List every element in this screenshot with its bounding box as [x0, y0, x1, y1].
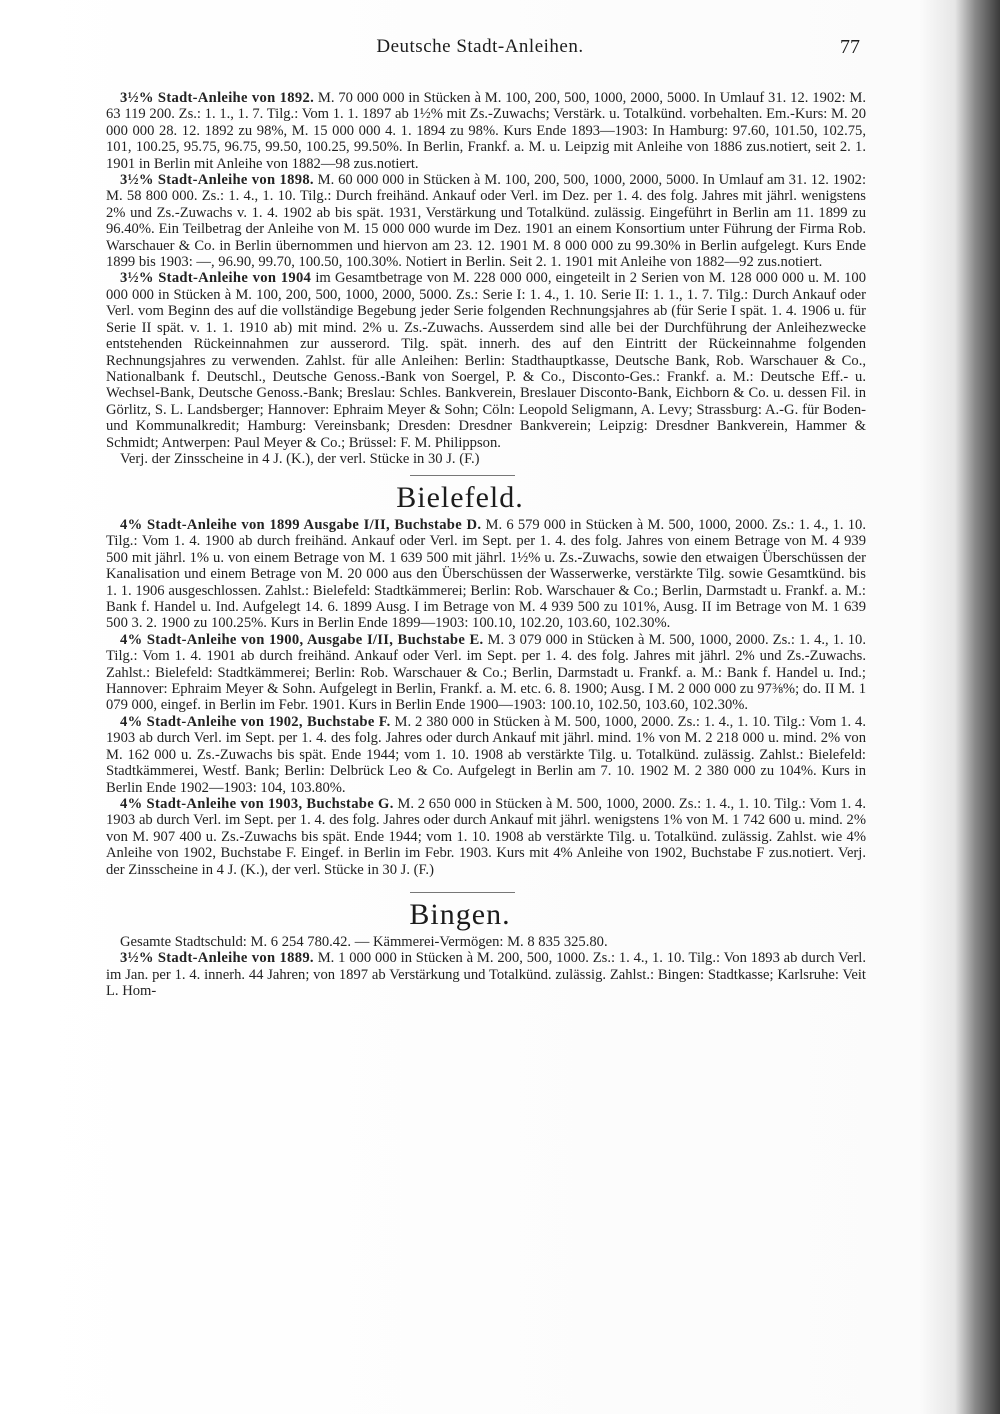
section-bielefeld — [106, 517, 866, 878]
bond-heading: 4% Stadt-Anleihe von 1900, Ausgabe I/II, Buchstabe E. — [120, 631, 484, 648]
bond-heading: 4% Stadt-Anleihe von 1903, Buchstabe G. — [120, 795, 394, 812]
summary-line — [106, 934, 866, 950]
bond-text: im Gesamtbetrage von M. 228 000 000, eingeteilt in 2 Serien von M. 128 000 000 u. M. 100 000 000 in Stücken à M. 100, 200, 500, 1000, 2000, 5000. Zs.: Serie I: 1. 4., 1. 10. Serie II: 1. 1., 1. 7. Tilg.: Durch Ankauf oder Verl. vom Beginn des auf die vollständige Begebung jeder Serie folgenden Rechnungsjahres ab (für Serie I spät. 1. 4. 1906 u. für Serie II spät. v. 1. 1. 1910 ab) mit mind. 2% u. Zs.-Zuwachs. Ausserdem sind alle bei der Durchführung der Anleihezwecke entstehenden Rückeinnahmen zur ausserord. Tilg. spät. innerh. des auf den Eintritt der Rückeinnahme folgenden Rechnungsjahres zu verwenden. Zahlst. für alle Anleihen: Berlin: Stadthauptkasse, Deutsche Bank, Rob. Warschauer & Co., Nationalbank f. Deutschl., Deutsche Genoss.-Bank von Soergel, P. & Co., Disconto-Ges.: Frankf. a. M.: Deutsche Eff.- u. Wechsel-Bank, Deutsche Genoss.-Bank; Breslau: Schles. Bankverein, Breslauer Disconto-Bank, Eichborn & Co. u. dessen Fil. in Görlitz, S. L. Landsberger; Hannover: Ephraim Meyer & Sohn; Cöln: Leopold Seligmann, A. Levy; Strassburg: A.-G. für Boden- und Kommunalkredit; Hamburg: Vereinsbank; Dresden: Dresdner Bankverein; Leipzig: Dresdner Bankverein, Hammer & Schmidt; Antwerpen: Paul Meyer & Co.; Brüssel: F. M. Philippson. — [106, 270, 866, 451]
bond-heading: 3½% Stadt-Anleihe von 1904 — [120, 270, 312, 287]
bond-paragraph — [106, 714, 866, 796]
bond-text: M. 2 380 000 in Stücken à M. 500, 1000, 2000. Zs.: 1. 4., 1. 10. Tilg.: Vom 1. 4. 1903 ab durch Verl. im Sept. per 1. 4. des folg. Jahres oder durch Ankauf mit jährl. mind. 1% von M. 2 218 000 u. mind. 2% von M. 162 000 u. Zs.-Zuwachs bis spät. Ende 1944; vom 1. 10. 1908 ab verstärkte Tilg. u. Totalkünd. zulässig. Zahlst.: Bielefeld: Stadtkämmerei, Westf. Bank; Berlin: Delbrück Leo & Co. Aufgelegt in Berlin am 7. 10. 1902 M. 2 380 000 zu 104%. Kurs in Berlin Ende 1902—1903: 104, 103.80%. — [106, 713, 866, 796]
bond-text: M. 70 000 000 in Stücken à M. 100, 200, 500, 1000, 2000, 5000. In Umlauf 31. 12. 1902: M. 63 119 200. Zs.: 1. 1., 1. 7. Tilg.: Vom 1. 1. 1897 ab 1½% mit Zs.-Zuwachs; Verstärk. u. Totalkünd. vorbehalten. Em.-Kurs: M. 20 000 000 28. 12. 1892 zu 98%, M. 15 000 000 4. 1. 1894 zu 98%. Kurs Ende 1893—1903: In Hamburg: 97.60, 101.50, 102.75, 101, 100.25, 95.75, 96.75, 99.50, 100.25, 99.50%. In Berlin, Frankf. a. M. u. Leipzig mit Anleihe von 1886 zus.notiert, seit 2. 1. 1901 in Berlin mit Anleihe von 1882—98 zus.notiert. — [106, 90, 867, 172]
bond-heading: 4% Stadt-Anleihe von 1902, Buchstabe F. — [120, 713, 391, 730]
bond-text: M. 6 579 000 in Stücken à M. 500, 1000, 2000. Zs.: 1. 4., 1. 10. Tilg.: Vom 1. 4. 1900 ab durch freihänd. Ankauf oder Verl. im Sept. per 1. 4. des folg. Jahres von einem Betrage von M. 4 939 500 mit jährl. 1% u. von einem Betrage von M. 1 639 500 mit jährl. 1½% u. Zs.-Zuwachs, sowie den etwaigen Überschüssen der Kanalisation und einem Betrage von M. 20 000 aus den Überschüssen der Wasserwerke, verstärkte Tilg. sowie Gesamtkünd. bis 1. 1. 1906 ausgeschlossen. Zahlst.: Bielefeld: Stadtkämmerei; Berlin: Rob. Warschauer & Co.; Berlin, Darmstadt u. Frankf. a. M.: Bank f. Handel u. Ind. Aufgelegt 14. 6. 1899 Ausg. I im Betrage von M. 4 939 500 zu 101%, Ausg. II im Betrage von M. 1 639 500 3. 2. 1900 zu 100.25%. Kurs in Berlin Ende 1899—1903: 100.10, 102.20, 103.60, 102.30%. — [106, 517, 866, 632]
bond-paragraph — [106, 451, 866, 467]
bond-paragraph — [106, 632, 866, 714]
running-title: Deutsche Stadt-Anleihen. — [376, 36, 584, 57]
bond-heading: 3½% Stadt-Anleihe von 1889. — [120, 950, 314, 967]
bond-text: M. 2 650 000 in Stücken à M. 500, 1000, 2000. Zs.: 1. 4., 1. 10. Tilg.: Vom 1. 4. 1903 ab durch Verl. im Sept. per 1. 4. des folg. Jahres oder durch Ankauf mit jährl. wenigstens 1% von M. 1 742 600 u. mind. 2% von M. 907 400 u. Zs.-Zuwachs bis spät. Ende 1944; vom 1. 10. 1908 ab verstärkte Tilg. u. Totalkünd. zulässig. Zahlst. wie 4% Anleihe von 1902, Buchstabe F. Eingef. in Berlin im Febr. 1903. Kurs mit 4% Anleihe von 1902, Buchstabe F zus.notiert. Verj. der Zinsscheine in 4 J. (K.), der verl. Stücke in 30 J. (F.) — [106, 795, 866, 878]
bond-text: Verj. der Zinsscheine in 4 J. (K.), der verl. Stücke in 30 J. (F.) — [120, 450, 480, 467]
city-heading-bingen: Bingen. — [409, 898, 511, 931]
bond-text: M. 60 000 000 in Stücken à M. 100, 200, 500, 1000, 2000, 5000. In Umlauf am 31. 12. 1902: M. 58 800 000. Zs.: 1. 4., 1. 10. Tilg.: Durch freihänd. Ankauf oder Verl. im Dez. per 1. 4. des folg. Jahres mit jährl. wenigstens 2% und Zs.-Zuwachs v. 1. 4. 1902 ab bis spät. 1931, Verstärkung und Totalkünd. zulässig. Eingeführt in Berlin am 11. 1899 zu 96.40%. Ein Teilbetrag der Anleihe von M. 15 000 000 wurde im Dez. 1901 an einem Konsortium unter Führung der Firma Rob. Warschauer & Co. in Berlin übernommen und hiervon am 23. 12. 1901 M. 8 000 000 zu 99.30% in Berlin aufgelegt. Kurs Ende 1899 bis 1903: —, 96.90, 99.70, 100.50, 100.30%. Notiert in Berlin. Seit 2. 1. 1901 mit Anleihe von 1882—92 zus.notiert. — [106, 172, 867, 271]
city-heading-bielefeld: Bielefeld. — [396, 481, 524, 514]
page-number: 77 — [840, 36, 860, 58]
bond-paragraph — [106, 172, 866, 270]
section-bingen — [106, 934, 866, 1000]
bond-text: M. 1 000 000 in Stücken à M. 200, 500, 1000. Zs.: 1. 4., 1. 10. Tilg.: Von 1893 ab durch Verl. im Jan. per 1. 4. innerh. 44 Jahren; von 1897 ab Verstärkung und Totalkünd. zulässig. Zahlst.: Bingen: Stadtkasse; Karlsruhe: Veit L. Hom- — [106, 950, 867, 1000]
page-header — [100, 36, 860, 64]
bond-paragraph — [106, 950, 866, 999]
section-divider — [410, 475, 515, 476]
bond-paragraph — [106, 270, 866, 450]
bond-heading: 3½% Stadt-Anleihe von 1892. — [120, 90, 315, 106]
bond-paragraph — [106, 517, 866, 632]
section-cologne-continued — [106, 90, 866, 467]
bond-text: Gesamte Stadtschuld: M. 6 254 780.42. — Kämmerei-Vermögen: M. 8 835 325.80. — [120, 934, 608, 950]
bond-paragraph — [106, 90, 866, 172]
section-divider — [410, 892, 515, 893]
bond-text: M. 3 079 000 in Stücken à M. 500, 1000, 2000. Zs.: 1. 4., 1. 10. Tilg.: Vom 1. 4. 1901 ab durch freihänd. Ankauf oder Verl. im Sept. per 1. 4. des folg. Jahres mit jährl. 2% und Zs.-Zuwachs. Zahlst.: Bielefeld: Stadtkämmerei; Berlin: Rob. Warschauer & Co.; Berlin, Darmstadt u. Frankf. a. M.: Bank f. Handel u. Ind.; Hannover: Ephraim Meyer & Sohn. Aufgelegt in Berlin, Frankf. a. M. etc. 6. 8. 1900; Ausg. I M. 2 000 000 zu 97⅜%; do. II M. 1 079 000, eingef. in Berlin im Febr. 1901. Kurs in Berlin Ende 1900—1903: 100.10, 102.50, 103.60, 102.30%. — [106, 631, 866, 714]
bond-heading: 4% Stadt-Anleihe von 1899 Ausgabe I/II, Buchstabe D. — [120, 517, 482, 533]
bond-paragraph — [106, 796, 866, 878]
bond-heading: 3½% Stadt-Anleihe von 1898. — [120, 172, 314, 189]
